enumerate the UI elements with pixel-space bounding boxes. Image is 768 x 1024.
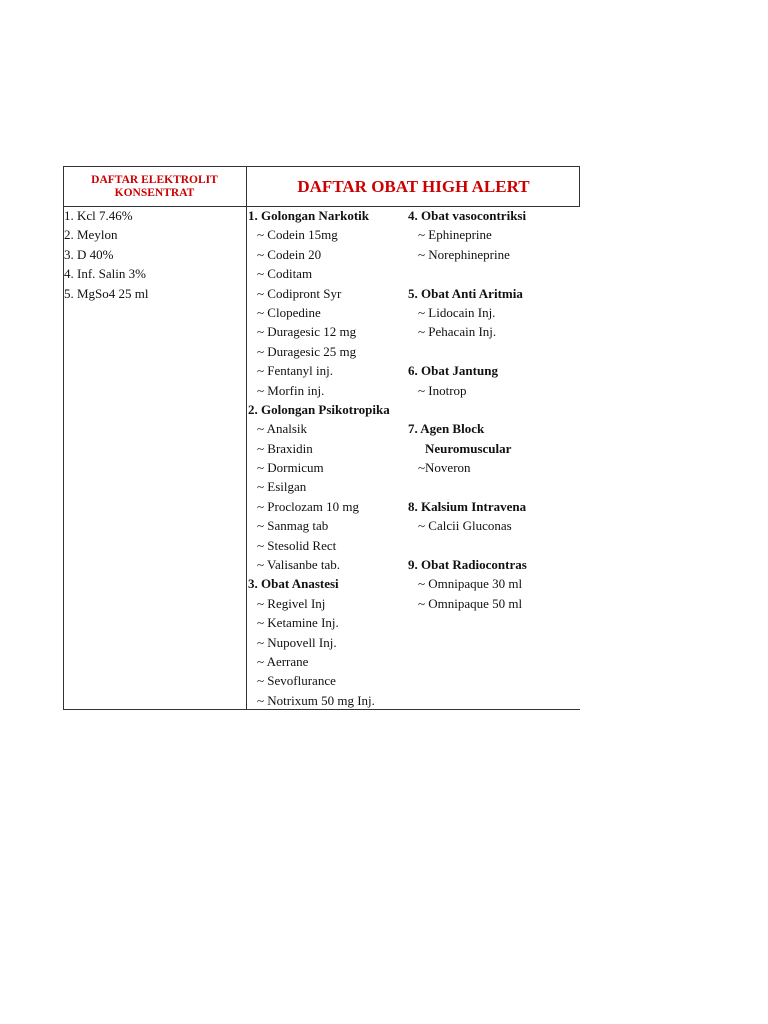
group-title-vasocontriksi: 4. Obat vasocontriksi: [408, 208, 527, 223]
drug-item: ~ Analsik: [257, 421, 308, 437]
drug-item: ~ Codipront Syr: [257, 285, 342, 301]
drug-item: ~ Ketamine Inj.: [257, 615, 339, 631]
drug-item: ~ Valisanbe tab.: [257, 557, 340, 573]
spacer: [408, 400, 578, 419]
elektrolit-list: [64, 206, 244, 303]
group-title-anti-aritmia: 5. Obat Anti Aritmia: [408, 285, 523, 301]
drug-item: ~ Dormicum: [257, 460, 324, 476]
group-title-kalsium: 8. Kalsium Intravena: [408, 498, 527, 514]
elektrolit-item: 3. D 40%: [64, 246, 114, 262]
group-title-radiocontras: 9. Obat Radiocontras: [408, 557, 527, 573]
elektrolit-item: 1. Kcl 7.46%: [64, 208, 133, 223]
drug-item: ~ Inotrop: [418, 382, 467, 398]
drug-item: ~ Aerrane: [257, 653, 309, 669]
drug-item: ~ Notrixum 50 mg Inj.: [257, 692, 375, 708]
drug-item: ~ Coditam: [257, 266, 313, 282]
drug-item: ~ Codein 20: [257, 246, 322, 262]
group-title-psikotropika: 2. Golongan Psikotropika: [248, 401, 390, 417]
drug-item: ~ Esilgan: [257, 479, 307, 495]
group-title-jantung: 6. Obat Jantung: [408, 363, 498, 379]
elektrolit-item: 4. Inf. Salin 3%: [64, 266, 146, 282]
drug-item: ~ Calcii Gluconas: [418, 518, 512, 534]
drug-item: ~ Norephineprine: [418, 246, 510, 262]
drug-item: ~ Braxidin: [257, 440, 313, 456]
elektrolit-header-line1: DAFTAR ELEKTROLIT: [91, 173, 218, 186]
drug-item: ~ Omnipaque 30 ml: [418, 576, 523, 592]
spacer: [408, 342, 578, 361]
drug-item: ~ Nupovell Inj.: [257, 634, 337, 650]
drug-item: ~ Sevoflurance: [257, 673, 336, 689]
drug-item: ~ Stesolid Rect: [257, 537, 337, 553]
elektrolit-header: [63, 167, 246, 206]
drug-item: ~ Codein 15mg: [257, 227, 338, 243]
drug-item: ~ Duragesic 12 mg: [257, 324, 357, 340]
drug-item: ~ Fentanyl inj.: [257, 363, 334, 379]
elektrolit-header-line2: KONSENTRAT: [114, 186, 195, 199]
group-title-agen-block: 7. Agen Block: [408, 421, 485, 437]
elektrolit-item: 2. Meylon: [64, 227, 118, 243]
high-alert-right-column: [408, 206, 578, 613]
drug-item: ~ Pehacain Inj.: [418, 324, 497, 340]
spacer: [408, 264, 578, 283]
drug-item: ~ Lidocain Inj.: [418, 304, 496, 320]
drug-item: ~ Morfin inj.: [257, 382, 325, 398]
spacer: [408, 477, 578, 496]
spacer: [408, 536, 578, 555]
drug-item: ~ Regivel Inj: [257, 595, 326, 611]
group-title-narkotik: 1. Golongan Narkotik: [248, 208, 369, 223]
elektrolit-item: 5. MgSo4 25 ml: [64, 285, 149, 301]
drug-item: ~ Duragesic 25 mg: [257, 343, 357, 359]
group-title-neuromuscular: Neuromuscular: [425, 440, 512, 456]
drug-item: ~ Sanmag tab: [257, 518, 329, 534]
page-title: DAFTAR OBAT HIGH ALERT: [297, 176, 530, 196]
drug-item: ~Noveron: [418, 460, 471, 476]
drug-item: ~ Omnipaque 50 ml: [418, 595, 523, 611]
drug-item: ~ Proclozam 10 mg: [257, 498, 359, 514]
group-title-anastesi: 3. Obat Anastesi: [248, 576, 339, 592]
drug-item: ~ Ephineprine: [418, 227, 492, 243]
drug-item: ~ Clopedine: [257, 304, 321, 320]
column-divider: [246, 166, 247, 710]
high-alert-left-column: [248, 206, 406, 710]
